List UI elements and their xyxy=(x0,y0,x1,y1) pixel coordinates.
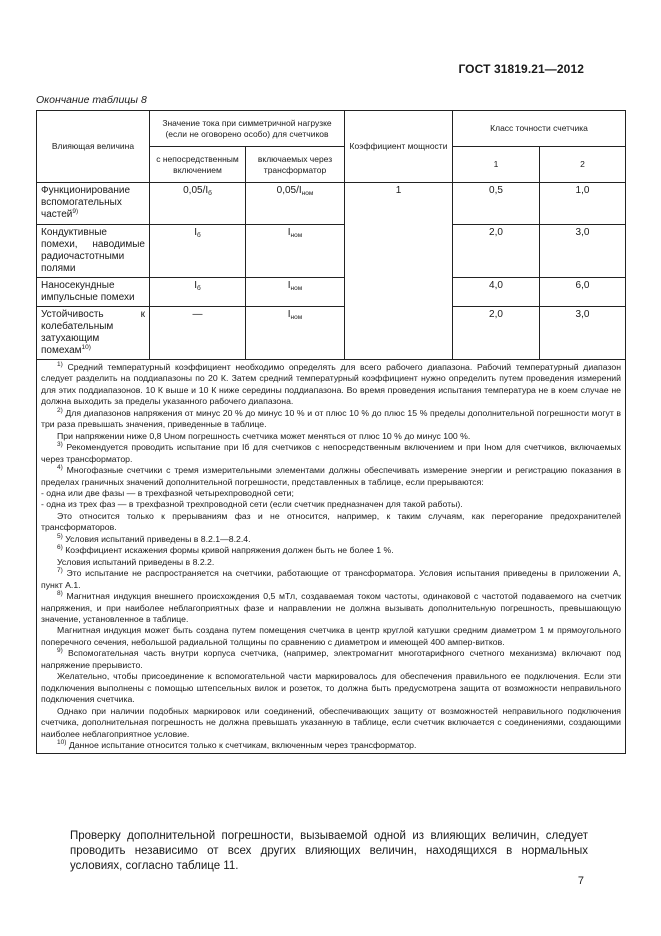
footnote-text: Условия испытаний приведены в 8.2.1—8.2.4. xyxy=(65,533,251,544)
footnote-paragraph xyxy=(41,511,621,534)
footnote-text: Вспомогательная часть внутри корпуса счетчика, (например, электромагнит многотарифного счетного механизма) включают под напряжение прерывисто. xyxy=(41,648,622,670)
table-row xyxy=(37,278,626,307)
header-direct: с непосредственным включением xyxy=(150,147,246,183)
cell-direct-num: — xyxy=(150,307,246,360)
footnote-paragraph xyxy=(41,465,621,488)
power-factor-cell xyxy=(345,183,453,360)
standard-header: ГОСТ 31819.21—2012 xyxy=(458,62,584,76)
table-caption: Окончание таблицы 8 xyxy=(36,94,147,106)
cell-tr-sub: ном xyxy=(290,314,303,321)
footnote-paragraph xyxy=(41,431,621,442)
cell-class-1: 4,0 xyxy=(453,278,540,307)
table-8-end xyxy=(36,110,626,754)
cell-direct-sub: б xyxy=(208,190,212,197)
cell-class-1: 2,0 xyxy=(453,225,540,278)
footnote-marker: 7) xyxy=(57,567,63,575)
cell-direct-sym: I xyxy=(194,227,198,238)
body-paragraph: Проверку дополнительной погрешности, вызываемой одной из влияющих величин, следует проводить независимо от всех других влияющих величин, находящихся в нормальных условиях, согласно таблице 11. xyxy=(70,830,588,872)
header-via-transformer: включаемых через трансформатор xyxy=(246,147,345,183)
cell-class-2: 6,0 xyxy=(540,278,626,307)
footnote-marker: 5) xyxy=(57,532,63,540)
footnote-marker: 1) xyxy=(57,361,63,368)
cell-tr-num: 0,05 xyxy=(276,185,297,196)
cell-tr-sym: I xyxy=(287,309,291,320)
notes-row xyxy=(37,360,626,754)
footnote-marker: 8) xyxy=(57,590,63,598)
footnote-paragraph xyxy=(41,534,621,545)
footnote-paragraph xyxy=(41,557,621,568)
footnote-text: Однако при наличии подобных маркировок или соединений, обеспечивающих защиту от возможностей неправильного подключения счетчика, дополнительная погрешность не должна превышать указанную в таблице, если счетчик включается с соединениями, создающими наиболее неблагоприятное условие. xyxy=(41,705,622,739)
cell-class-2: 3,0 xyxy=(540,307,626,360)
footnote-text: Магнитная индукция внешнего происхождения 0,5 мТл, создаваемая током частоты, одинаковой с частотой подаваемого на счетчик напряжения, и при наиболее неблагоприятных фазе и направлении не должна вызывать дополнительную погрешность, превышающую значение, установленное в таблице. xyxy=(41,591,622,624)
cell-tr-sym: I xyxy=(287,280,291,291)
footnote-marker: 10) xyxy=(57,738,67,746)
footnote-text: Магнитная индукция может быть создана путем помещения счетчика в центр круглой катушки средним диаметром 1 м прямоугольного поперечного сечения, небольшой радиальной толщины по сравнению с диаметром и имеющей 400 ампер-витков. xyxy=(41,625,622,647)
cell-class-2: 1,0 xyxy=(540,183,626,225)
footnote-marker: 3) xyxy=(57,441,63,449)
footnote-paragraph xyxy=(41,625,621,648)
footnote-text: Данное испытание относится только к счетчикам, включенным через трансформатор. xyxy=(68,739,417,750)
footnote-text: Это испытание не распространяется на счетчики, работающие от трансформатора. Условия испытания приведены в приложении А, пункт А.1. xyxy=(41,568,622,590)
footnote-paragraph xyxy=(41,740,621,751)
footnote-text: Коэффициент искажения формы кривой напряжения должен быть не более 1 %. xyxy=(65,545,394,556)
footnote-ref: 9) xyxy=(72,208,79,215)
table-row: Функционирование вспомогательных частей$^{9)}$ $0,05/I_б$ $0,05/I_{ном}$ 1 0,5 1,0 xyxy=(37,183,626,225)
footnote-text: Для диапазонов напряжения от минус 20 % до минус 10 % и от плюс 10 % до плюс 15 % пределы дополнительной погрешности могут в три раза превышать значения, приведенные в таблице. xyxy=(41,407,622,430)
footnote-paragraph xyxy=(41,545,621,556)
row-name: Устойчивость к колебательным затухающим помехам xyxy=(41,309,145,356)
cell-direct-num: 0,05 xyxy=(183,185,203,196)
footnote-text: Средний температурный коэффициент необходимо определять для всего рабочего диапазона. Рабочий температурный диапазон следует разделить на поддиапазоны по 20 К. Затем средний температурный коэффициент нужно определить путем проведения измерений для этих поддиапазонов. 10 К выше и 10 К ниже середины поддиапазона. Во время проведения испытания температура не в коем случае не должна выходить за пределы указанного рабочего диапазона. xyxy=(41,362,622,407)
footnote-paragraph xyxy=(41,591,621,625)
cell-tr-sym: I xyxy=(298,185,302,196)
footnote-text: - одна или две фазы — в трехфазной четырехпроводной сети; xyxy=(41,487,294,498)
header-influence: Влияющая величина xyxy=(37,111,150,183)
footnote-marker: 4) xyxy=(57,464,63,472)
footnote-text: При напряжении ниже 0,8 Uном погрешность счетчика может меняться от плюс 10 % до минус 100 %. xyxy=(57,430,471,441)
cell-direct-sym: I xyxy=(205,185,209,196)
cell-class-2: 3,0 xyxy=(540,225,626,278)
cell-tr-sym: I xyxy=(287,227,291,238)
footnote-marker: 9) xyxy=(57,647,63,655)
footnote-text: Это относится только к прерываниям фаз и не относится, например, к таким случаям, как перегорание предохранителей трансформаторов. xyxy=(41,510,622,533)
row-name: Кондуктивные помехи, наводимые радиочастотными полями xyxy=(41,227,145,274)
table-row xyxy=(37,225,626,278)
footnote-paragraph xyxy=(41,442,621,465)
footnote-marker: 6) xyxy=(57,544,63,552)
cell-tr-sub: ном xyxy=(290,232,303,239)
footnote-marker: 2) xyxy=(57,406,63,414)
footnote-paragraph xyxy=(41,362,621,408)
header-power-factor: Коэффициент мощности xyxy=(345,111,453,183)
footnote-paragraph xyxy=(41,706,621,740)
footnote-text: Многофазные счетчики с тремя измерительными элементами должны обеспечивать измерение энергии и регистрацию показания в пределах граничных значений дополнительной погрешности, представленных в таблице, если прерываются: xyxy=(41,465,622,487)
page-number: 7 xyxy=(577,875,584,887)
cell-direct-sym: I xyxy=(194,280,198,291)
cell-class-1: 2,0 xyxy=(453,307,540,360)
footnote-text: Рекомендуется проводить испытание при Iб для счетчиков с непосредственным включением и при Iном для счетчиков, включаемых через трансформатор. xyxy=(41,442,622,464)
row-name: Функционирование вспомогательных частей xyxy=(41,185,131,220)
footnote-text: Желательно, чтобы присоединение к вспомогательной части маркировалось для обеспечения правильного ее подключения. Если эти подключения выполнены с помощью штепсельных вилок и розеток, то должна быть предусмотрена защита от возможности неправильного подключения счетчика. xyxy=(41,671,622,705)
cell-direct-sub: б xyxy=(197,232,201,239)
footnote-paragraph xyxy=(41,499,621,510)
footnotes xyxy=(37,360,626,754)
cell-direct-sub: б xyxy=(197,285,201,292)
power-factor-value: 1 xyxy=(395,185,402,196)
footnote-paragraph xyxy=(41,488,621,499)
footnote-paragraph xyxy=(41,568,621,591)
footnote-text: - одна из трех фаз — в трехфазной трехпроводной сети (если счетчик предназначен для такой работы). xyxy=(41,499,463,510)
cell-class-1: 0,5 xyxy=(453,183,540,225)
header-class-2: 2 xyxy=(540,147,626,183)
cell-tr-sub: ном xyxy=(301,190,314,197)
footnote-paragraph xyxy=(41,671,621,705)
header-current-group: Значение тока при симметричной нагрузке (если не оговорено особо) для счетчиков xyxy=(150,111,345,147)
footnote-paragraph xyxy=(41,408,621,431)
footnote-paragraph xyxy=(41,648,621,671)
footnote-ref: 10) xyxy=(81,344,91,351)
table-row xyxy=(37,307,626,360)
header-class-1: 1 xyxy=(453,147,540,183)
cell-tr-sub: ном xyxy=(290,285,303,292)
row-name: Наносекундные импульсные помехи xyxy=(41,280,135,303)
header-accuracy-class: Класс точности счетчика xyxy=(453,111,626,147)
footnote-text: Условия испытаний приведены в 8.2.2. xyxy=(57,556,215,567)
